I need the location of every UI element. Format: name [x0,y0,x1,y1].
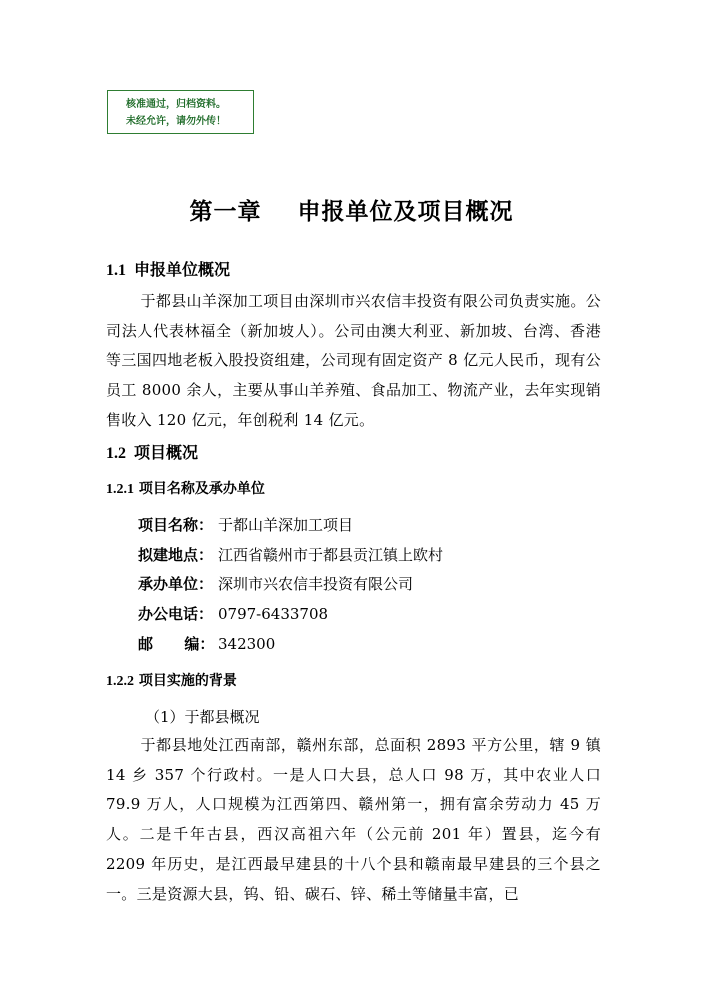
stamp-line-1: 核准通过，归档资料。 [126,99,226,110]
info-value: 江西省赣州市于都县贡江镇上欧村 [218,546,444,564]
info-row-project-name [138,514,353,535]
info-label: 拟建地点： [138,546,214,564]
info-row-location [138,544,443,565]
section-title: 项目实施的背景 [138,673,237,689]
section-number: 1.1 [106,262,126,279]
info-row-postcode [138,633,275,654]
county-subheading: （1）于都县概况 [145,708,260,726]
section-1-1-heading [106,257,230,280]
section-title: 项目概况 [134,443,199,462]
confidential-stamp [107,90,254,134]
company-paragraph: 于都县山羊深加工项目由深圳市兴农信丰投资有限公司负责实施。公司法人代表林福全（新加坡人）。公司由澳大利亚、新加坡、台湾、香港等三国四地老板入股投资组建，公司现有固定资产 8 亿元人民币，现有公员工 8000 余人，主要从事山羊养殖、食品加工、物流产业，去年实现销售收入 120 亿元，年创税利 14 亿元。 [106,292,601,429]
section-title: 项目名称及承办单位 [138,481,265,497]
info-row-phone [138,603,328,624]
info-value: 342300 [218,635,276,653]
chapter-title: 第一章 申报单位及项目概况 [189,199,514,225]
info-label: 项目名称： [138,516,214,534]
section-number: 1.2.1 [106,482,134,497]
section-1-2-heading [106,440,198,463]
info-row-organizer [138,573,413,594]
county-paragraph: 于都县地处江西南部，赣州东部，总面积 2893 平方公里，辖 9 镇 14 乡 357 个行政村。一是人口大县，总人口 98 万，其中农业人口 79.9 万人，人口规模为江西第四、赣州第一，拥有富余劳动力 45 万人。二是千年古县，西汉高祖六年（公元前 201 年）置县，迄今有 2209 年历史，是江西最早建县的十八个县和赣南最早建县的三个县之一。三是资源大县，钨、铅、碳石、锌、稀土等储量丰富，已 [106,736,601,903]
section-number: 1.2 [106,445,126,462]
section-number: 1.2.2 [106,674,134,689]
section-1-2-1-heading [106,478,265,498]
section-1-2-2-heading [106,670,237,690]
section-title: 申报单位概况 [134,260,231,279]
info-label: 办公电话： [138,605,214,623]
info-value: 深圳市兴农信丰投资有限公司 [218,575,414,593]
info-value: 0797-6433708 [218,605,329,623]
info-label: 承办单位： [138,575,214,593]
info-value: 于都山羊深加工项目 [218,516,354,534]
stamp-line-2: 未经允许，请勿外传！ [126,116,226,127]
info-label: 邮 编： [138,635,215,653]
